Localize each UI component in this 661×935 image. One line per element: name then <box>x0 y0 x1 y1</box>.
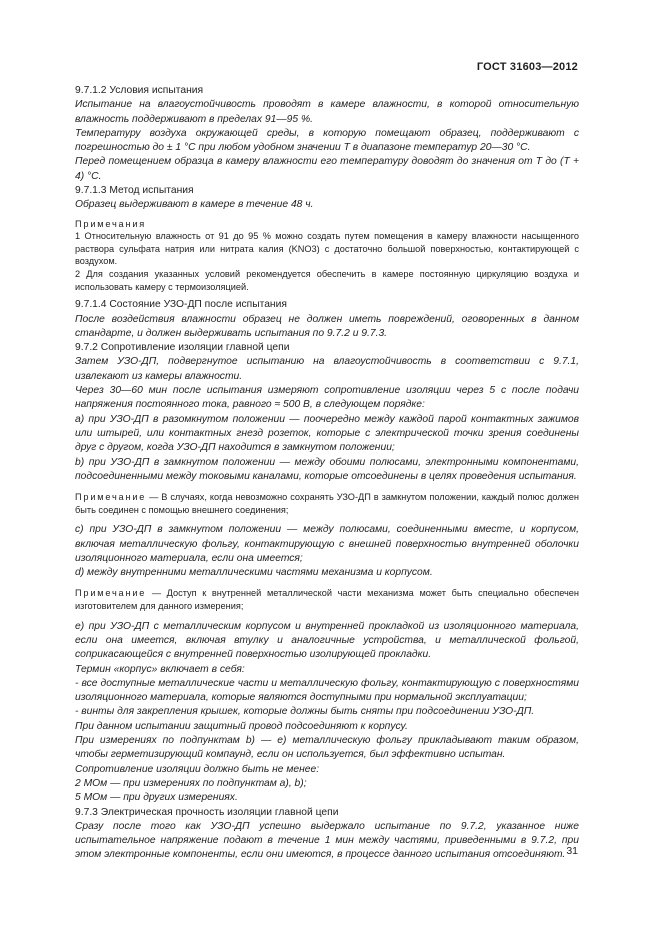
standard-header: ГОСТ 31603—2012 <box>476 61 578 73</box>
dash-item: - винты для закрепления крышек, которые должны быть сняты при подсоединении УЗО-ДП. <box>75 706 535 718</box>
list-item: b) при УЗО-ДП в замкнутом положении — между обоими полюсами, электронными компонентами, подсоединенными между токовыми каналами, которые отсоединены в целях проведения испытания. <box>75 456 579 482</box>
paragraph: После воздействия влажности образец не должен иметь повреждений, оговоренных в данном стандарте, и должен выдерживать испытания по 9.7.2 и 9.7.3. <box>75 313 579 339</box>
note-label: Примечание <box>75 588 147 599</box>
notes-heading: Примечания <box>75 218 147 229</box>
value-item: 5 МОм — при других измерениях. <box>75 792 238 804</box>
paragraph: Затем УЗО-ДП, подвергнутое испытанию на влагоустойчивость в соответствии с 9.7.1, извлекают из камеры влажности. <box>75 356 579 382</box>
paragraph: При данном испытании защитный провод подсоединяют к корпусу. <box>75 720 408 732</box>
paragraph: Сопротивление изоляции должно быть не менее: <box>75 763 320 775</box>
paragraph: Температуру воздуха окружающей среды, в которую помещают образец, поддерживают с погрешностью до ± 1 °С при любом удобном значении T в диапазоне температур 20—30 °С. <box>75 127 579 154</box>
value-item: 2 МОм — при измерениях по подпунктам а), b); <box>75 777 307 789</box>
dash-item: - все доступные металлические части и металлическую фольгу, контактирующую с поверхностями изоляционного материала, которые являются доступными при нормальной эксплуатации; <box>75 677 579 704</box>
note-item: 1 Относительную влажность от 91 до 95 % можно создать путем помещения в камеру влажности насыщенного раствора сульфата натрия или нитрата калия (KNO3) с достаточно большой поверхностью, контактирующей с воздухом. <box>75 231 579 267</box>
section-heading: 9.7.1.2 Условия испытания <box>75 85 204 96</box>
note <box>75 491 579 516</box>
note-text: — В случаях, когда невозможно сохранять УЗО-ДП в замкнутом положении, каждый полюс должен быть соединен с помощью внешнего соединения; <box>75 492 579 515</box>
list-item: c) при УЗО-ДП в замкнутом положении — между полюсами, соединенными вместе, и корпусом, включая металлическую фольгу, контактирующую с внешней поверхностью внутренней оболочки изоляционного материала, если она имеется; <box>75 524 579 564</box>
note <box>75 587 579 612</box>
paragraph: Испытание на влагоустойчивость проводят в камере влажности, в которой относительную влажность поддерживают в пределах 91—95 %. <box>75 99 579 125</box>
paragraph: Через 30—60 мин после испытания измеряют сопротивление изоляции через 5 с после подачи напряжения постоянного тока, равного ≈ 500 В, в следующем порядке: <box>75 385 579 411</box>
note-label: Примечание <box>75 492 147 503</box>
page-number: 31 <box>566 845 578 857</box>
list-item: а) при УЗО-ДП в разомкнутом положении — поочередно между каждой парой контактных зажимов или штырей, или контактных гнезд розеток, которые с электрической точки зрения соединены друг с другом, когда УЗО-ДП находится в замкнутом положении; <box>75 413 579 454</box>
paragraph: Образец выдерживают в камере в течение 48 ч. <box>75 199 314 211</box>
list-item: d) между внутренними металлическими частями механизма и корпусом. <box>75 567 433 579</box>
document-body <box>75 84 579 863</box>
paragraph: Перед помещением образца в камеру влажности его температуру доводят до значения от T до (T + 4) °С. <box>75 156 579 182</box>
section-heading: 9.7.3 Электрическая прочность изоляции главной цепи <box>75 806 339 818</box>
section-heading: 9.7.1.3 Метод испытания <box>75 185 194 197</box>
note-text: — Доступ к внутренней металлической части механизма может быть специально обеспечен изготовителем для данного измерения; <box>75 588 579 612</box>
paragraph: Сразу после того как УЗО-ДП успешно выдержало испытание по 9.7.2, указанное ниже испытательное напряжение подают в течение 1 мин между частями, приведенными в 9.7.2, при этом электронные компоненты, если они имеются, в процессе данного испытания отсоединяют. <box>75 820 579 861</box>
list-item: е) при УЗО-ДП с металлическим корпусом и внутренней прокладкой из изоляционного материала, если она имеется, включая втулку и аналогичные устройства, и металлической фольгой, соприкасающейся с внутренней поверхностью изолирующей прокладки. <box>75 620 579 661</box>
paragraph: Термин «корпус» включает в себя: <box>75 663 245 675</box>
paragraph: При измерениях по подпунктам b) — е) металлическую фольгу прикладывают таким образом, чтобы герметизирующий компаунд, если он используется, был эффективно испытан. <box>75 735 579 761</box>
section-heading: 9.7.1.4 Состояние УЗО-ДП после испытания <box>75 299 287 311</box>
note-item: 2 Для создания указанных условий рекомендуется обеспечить в камере постоянную циркуляцию воздуха и использовать камеру с термоизоляцией. <box>75 269 579 292</box>
section-heading: 9.7.2 Сопротивление изоляции главной цепи <box>75 342 290 354</box>
